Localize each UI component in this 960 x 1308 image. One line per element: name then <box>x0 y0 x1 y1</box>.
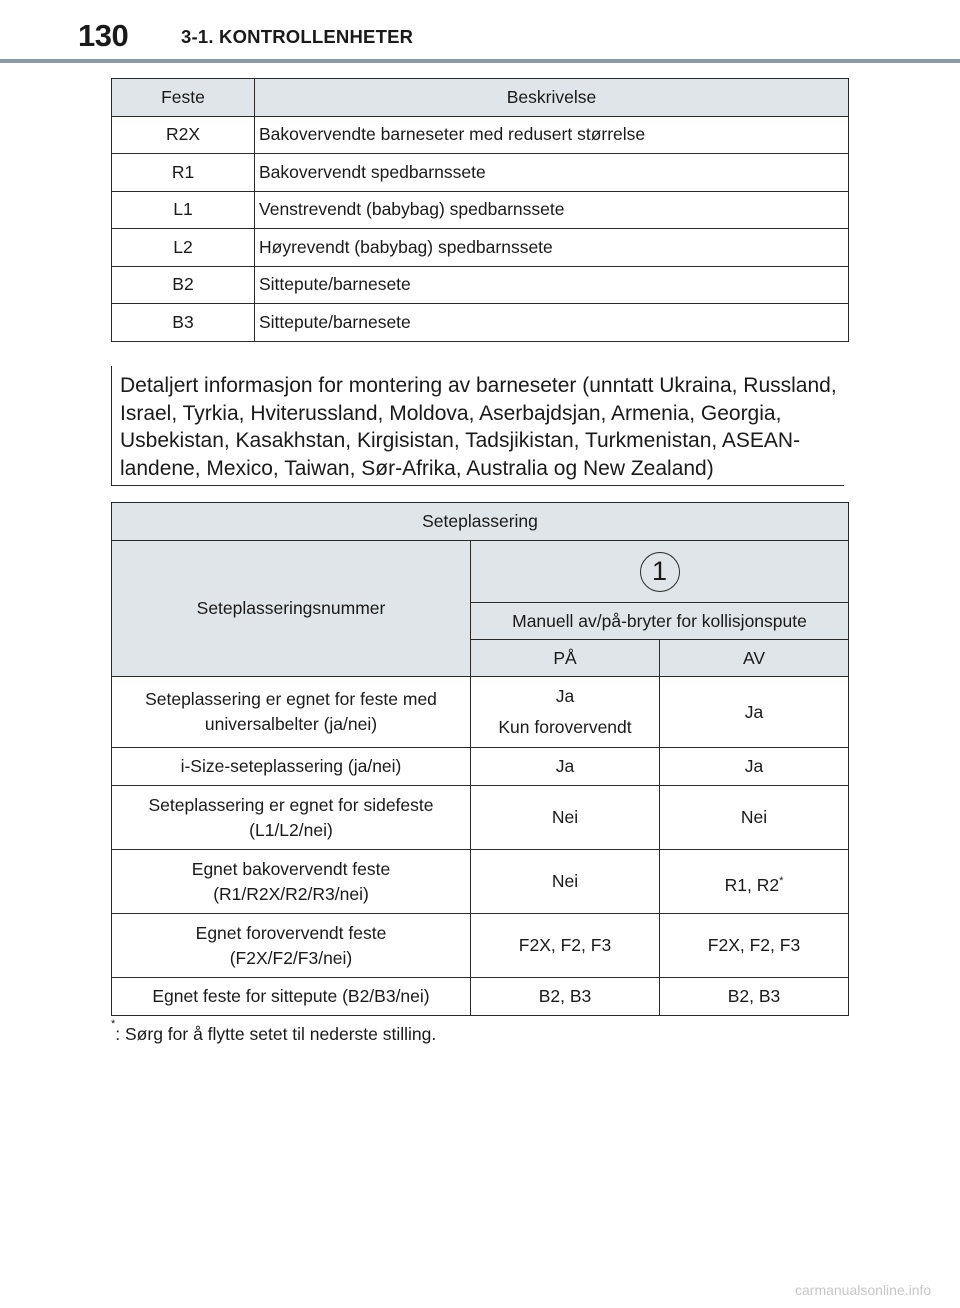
row-label-line: Egnet forovervendt feste <box>195 922 387 943</box>
header-divider <box>0 59 960 63</box>
footnote-marker: * <box>111 1018 116 1030</box>
table-cell <box>112 914 471 978</box>
airbag-switch-label: Manuell av/på-bryter for kollisjonspute <box>471 603 849 640</box>
attachment-types-table <box>111 78 849 342</box>
table-cell: Nei <box>471 786 660 850</box>
table-cell <box>112 850 471 914</box>
table-cell: Sittepute/barnesete <box>255 266 849 304</box>
cell-line: Kun forovervendt <box>498 717 632 737</box>
table-cell: Ja <box>660 677 849 748</box>
footnote-text: : Sørg for å flytte setet til nederste stilling. <box>115 1024 437 1044</box>
table-cell: Bakovervendte barneseter med redusert størrelse <box>255 116 849 154</box>
table-cell <box>112 786 471 850</box>
row-label-line: (R1/R2X/R2/R3/nei) <box>213 883 369 904</box>
table-cell <box>471 850 660 914</box>
off-label: AV <box>660 640 849 677</box>
table-cell: B2, B3 <box>471 978 660 1016</box>
table-cell <box>112 677 471 748</box>
table-row <box>112 850 849 914</box>
table-cell: Venstrevendt (babybag) spedbarnssete <box>255 191 849 229</box>
table-header-row <box>112 79 849 117</box>
footnote <box>111 1018 437 1045</box>
table-cell <box>471 677 660 748</box>
table-cell: F2X, F2, F3 <box>471 914 660 978</box>
table-cell: i-Size-seteplassering (ja/nei) <box>112 748 471 786</box>
table-cell: F2X, F2, F3 <box>660 914 849 978</box>
table-cell: Nei <box>660 786 849 850</box>
table-row <box>112 266 849 304</box>
table-cell: Bakovervendt spedbarnssete <box>255 154 849 192</box>
table-cell: Høyrevendt (babybag) spedbarnssete <box>255 229 849 267</box>
table-cell: R1 <box>112 154 255 192</box>
seat-position-title: Seteplassering <box>112 503 849 541</box>
table-row <box>112 229 849 267</box>
table-cell: L2 <box>112 229 255 267</box>
table-header-row <box>112 503 849 541</box>
cell-value: Nei <box>551 871 579 891</box>
table-cell <box>660 850 849 914</box>
page-number: 130 <box>78 18 129 53</box>
section-title: 3-1. KONTROLLENHETER <box>181 26 414 47</box>
info-box <box>111 366 844 486</box>
table-cell: B2 <box>112 266 255 304</box>
footnote-marker: * <box>779 875 784 887</box>
cell-line: Ja <box>555 686 575 706</box>
row-label-line: (F2X/F2/F3/nei) <box>229 947 353 968</box>
row-label-line: Seteplassering er egnet for feste med <box>145 689 437 709</box>
table-row <box>112 116 849 154</box>
cell-value: R1, R2 <box>724 875 780 895</box>
table-row <box>112 786 849 850</box>
table-row <box>112 677 849 748</box>
seat-number-label: Seteplasseringsnummer <box>112 541 471 677</box>
table-cell: R2X <box>112 116 255 154</box>
table-cell: Ja <box>660 748 849 786</box>
row-label-line: Egnet bakovervendt feste <box>191 858 391 879</box>
table-row <box>112 748 849 786</box>
table-cell: L1 <box>112 191 255 229</box>
column-header-beskrivelse: Beskrivelse <box>255 79 849 117</box>
row-label-line: (L1/L2/nei) <box>249 819 333 840</box>
table-row <box>112 978 849 1016</box>
table-header-row <box>112 541 849 603</box>
seat-position-table <box>111 502 849 1016</box>
table-cell: Egnet feste for sittepute (B2/B3/nei) <box>112 978 471 1016</box>
seat-number-badge: 1 <box>640 552 680 592</box>
table-cell: B3 <box>112 304 255 342</box>
row-label-line: universalbelter (ja/nei) <box>204 714 378 734</box>
table-cell: Sittepute/barnesete <box>255 304 849 342</box>
row-label-line: Seteplassering er egnet for sidefeste <box>148 794 434 815</box>
on-label: PÅ <box>471 640 660 677</box>
page-header <box>0 0 960 66</box>
watermark: carmanualsonline.info <box>795 1282 932 1298</box>
table-row <box>112 304 849 342</box>
table-cell: Ja <box>471 748 660 786</box>
seat-number-cell <box>471 541 849 603</box>
table-row <box>112 914 849 978</box>
table-row <box>112 191 849 229</box>
table-row <box>112 154 849 192</box>
table-cell: B2, B3 <box>660 978 849 1016</box>
info-heading: Detaljert informasjon for montering av barneseter (unntatt Ukraina, Russland, Israel, Tyrkia, Hviterussland, Moldova, Aserbajdsjan, Armenia, Georgia, Usbekistan, Kasakhstan, Kirgisistan, Tadsjikistan, Turkmenistan, ASEAN-landene, Mexico, Taiwan, Sør-Afrika, Australia og New Zealand) <box>120 374 837 480</box>
column-header-feste: Feste <box>112 79 255 117</box>
